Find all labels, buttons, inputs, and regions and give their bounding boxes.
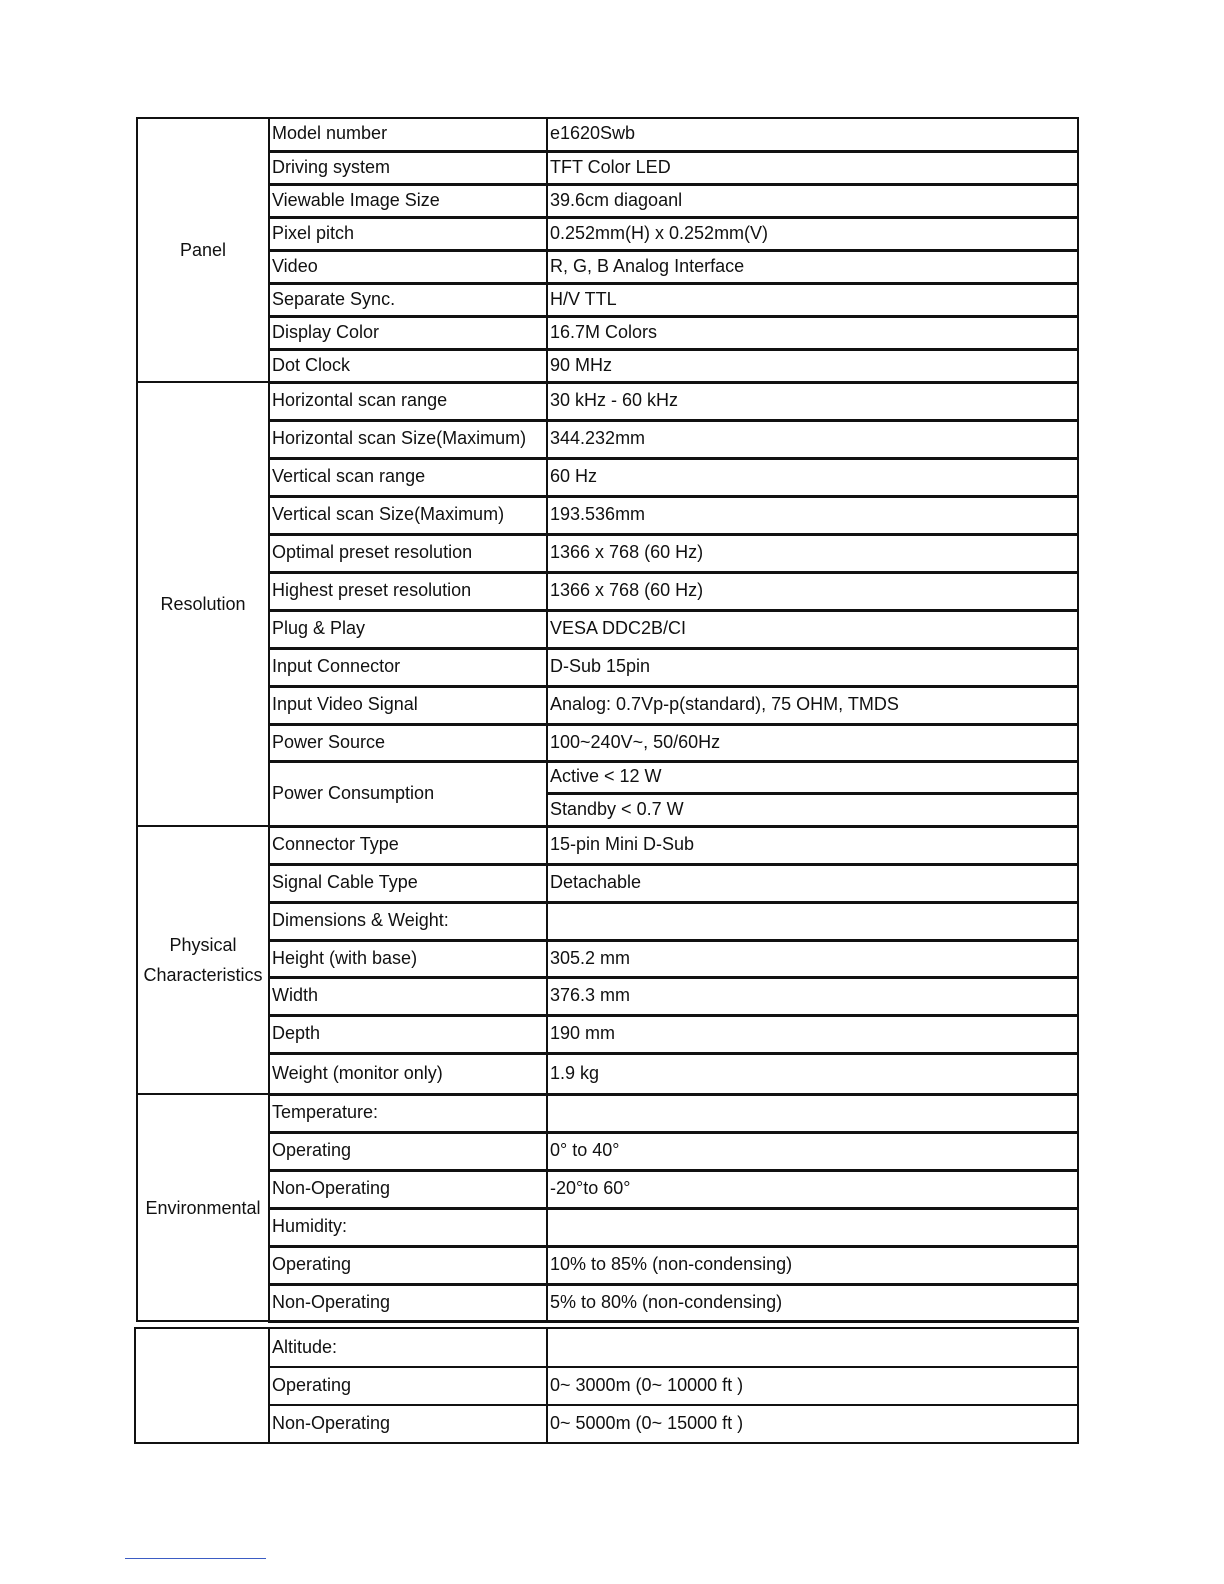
table-row <box>137 1132 1078 1170</box>
spec-value: 0° to 40° <box>547 1132 1078 1170</box>
spec-label: Humidity: <box>269 1208 547 1246</box>
spec-label: Vertical scan range <box>269 458 547 496</box>
spec-value: 10% to 85% (non-condensing) <box>547 1246 1078 1284</box>
spec-label: Pixel pitch <box>269 217 547 250</box>
spec-label: Power Consumption <box>269 761 547 826</box>
spec-value: H/V TTL <box>547 283 1078 316</box>
table-row <box>137 382 1078 420</box>
table-row <box>137 1053 1078 1094</box>
spec-value <box>547 1328 1078 1367</box>
table-row <box>137 283 1078 316</box>
spec-value: 0.252mm(H) x 0.252mm(V) <box>547 217 1078 250</box>
spec-value: Standby < 0.7 W <box>547 793 1078 826</box>
spec-value: 305.2 mm <box>547 940 1078 977</box>
table-row <box>137 724 1078 761</box>
spec-value: 16.7M Colors <box>547 316 1078 349</box>
spec-label: Horizontal scan Size(Maximum) <box>269 420 547 458</box>
table-row <box>137 496 1078 534</box>
spec-label: Operating <box>269 1367 547 1405</box>
spec-value: 0~ 5000m (0~ 15000 ft ) <box>547 1405 1078 1443</box>
table-row <box>137 902 1078 940</box>
spec-label: Connector Type <box>269 826 547 864</box>
spec-label: Highest preset resolution <box>269 572 547 610</box>
table-row <box>135 1367 1078 1405</box>
category-line: Characteristics <box>143 965 263 985</box>
category-resolution: Resolution <box>137 382 269 826</box>
spec-label: Height (with base) <box>269 940 547 977</box>
spec-value <box>547 902 1078 940</box>
spec-label: Input Connector <box>269 648 547 686</box>
spec-value: -20°to 60° <box>547 1170 1078 1208</box>
category-physical-characteristics <box>137 826 269 1094</box>
table-row <box>137 1094 1078 1132</box>
category-environmental: Environmental <box>137 1094 269 1321</box>
altitude-table <box>134 1327 1079 1444</box>
spec-value: e1620Swb <box>547 118 1078 151</box>
category-blank <box>135 1328 269 1443</box>
table-row <box>137 1015 1078 1053</box>
spec-label: Depth <box>269 1015 547 1053</box>
spec-value: Detachable <box>547 864 1078 902</box>
spec-label: Optimal preset resolution <box>269 534 547 572</box>
category-panel: Panel <box>137 118 269 382</box>
spec-label: Dot Clock <box>269 349 547 382</box>
spec-value: 1366 x 768 (60 Hz) <box>547 572 1078 610</box>
spec-label: Separate Sync. <box>269 283 547 316</box>
table-row <box>137 1246 1078 1284</box>
table-row <box>137 686 1078 724</box>
spec-value: 376.3 mm <box>547 977 1078 1015</box>
spec-value: 100~240V~, 50/60Hz <box>547 724 1078 761</box>
spec-label: Input Video Signal <box>269 686 547 724</box>
table-row <box>137 761 1078 793</box>
spec-label: Weight (monitor only) <box>269 1053 547 1094</box>
table-row <box>137 572 1078 610</box>
specifications-table <box>136 117 1079 1323</box>
table-row <box>137 940 1078 977</box>
spec-label: Non-Operating <box>269 1405 547 1443</box>
spec-value: R, G, B Analog Interface <box>547 250 1078 283</box>
spec-label: Vertical scan Size(Maximum) <box>269 496 547 534</box>
table-row <box>137 349 1078 382</box>
table-row <box>135 1405 1078 1443</box>
spec-label: Altitude: <box>269 1328 547 1367</box>
spec-value: 39.6cm diagoanl <box>547 184 1078 217</box>
table-row <box>137 648 1078 686</box>
spec-label: Model number <box>269 118 547 151</box>
spec-label: Driving system <box>269 151 547 184</box>
table-row <box>137 534 1078 572</box>
spec-value: VESA DDC2B/CI <box>547 610 1078 648</box>
table-row <box>137 151 1078 184</box>
table-row <box>135 1328 1078 1367</box>
footnote-separator <box>125 1558 266 1559</box>
spec-value: Analog: 0.7Vp-p(standard), 75 OHM, TMDS <box>547 686 1078 724</box>
table-row <box>137 184 1078 217</box>
spec-value: 193.536mm <box>547 496 1078 534</box>
spec-label: Power Source <box>269 724 547 761</box>
spec-label: Non-Operating <box>269 1170 547 1208</box>
spec-label: Operating <box>269 1246 547 1284</box>
spec-value: 90 MHz <box>547 349 1078 382</box>
table-row <box>137 864 1078 902</box>
spec-label: Display Color <box>269 316 547 349</box>
table-row <box>137 826 1078 864</box>
table-row <box>137 1170 1078 1208</box>
spec-value: 190 mm <box>547 1015 1078 1053</box>
spec-label: Width <box>269 977 547 1015</box>
table-row <box>137 1208 1078 1246</box>
table-row <box>137 316 1078 349</box>
spec-value: 1366 x 768 (60 Hz) <box>547 534 1078 572</box>
spec-value: D-Sub 15pin <box>547 648 1078 686</box>
table-row <box>137 217 1078 250</box>
spec-label: Signal Cable Type <box>269 864 547 902</box>
spec-value <box>547 1208 1078 1246</box>
table-row <box>137 250 1078 283</box>
table-row <box>137 610 1078 648</box>
spec-label: Temperature: <box>269 1094 547 1132</box>
table-row <box>137 458 1078 496</box>
spec-value: 15-pin Mini D-Sub <box>547 826 1078 864</box>
spec-value <box>547 1094 1078 1132</box>
spec-label: Viewable Image Size <box>269 184 547 217</box>
spec-label: Operating <box>269 1132 547 1170</box>
table-row <box>137 977 1078 1015</box>
spec-value: Active < 12 W <box>547 761 1078 793</box>
spec-value: 344.232mm <box>547 420 1078 458</box>
spec-label: Dimensions & Weight: <box>269 902 547 940</box>
category-line: Physical <box>169 935 237 955</box>
spec-label: Horizontal scan range <box>269 382 547 420</box>
spec-value: 5% to 80% (non-condensing) <box>547 1284 1078 1321</box>
spec-value: 1.9 kg <box>547 1053 1078 1094</box>
spec-value: 30 kHz - 60 kHz <box>547 382 1078 420</box>
spec-value: 60 Hz <box>547 458 1078 496</box>
spec-value: TFT Color LED <box>547 151 1078 184</box>
spec-label: Video <box>269 250 547 283</box>
table-row <box>137 1284 1078 1321</box>
table-row <box>137 118 1078 151</box>
table-row <box>137 420 1078 458</box>
spec-value: 0~ 3000m (0~ 10000 ft ) <box>547 1367 1078 1405</box>
spec-label: Non-Operating <box>269 1284 547 1321</box>
spec-label: Plug & Play <box>269 610 547 648</box>
